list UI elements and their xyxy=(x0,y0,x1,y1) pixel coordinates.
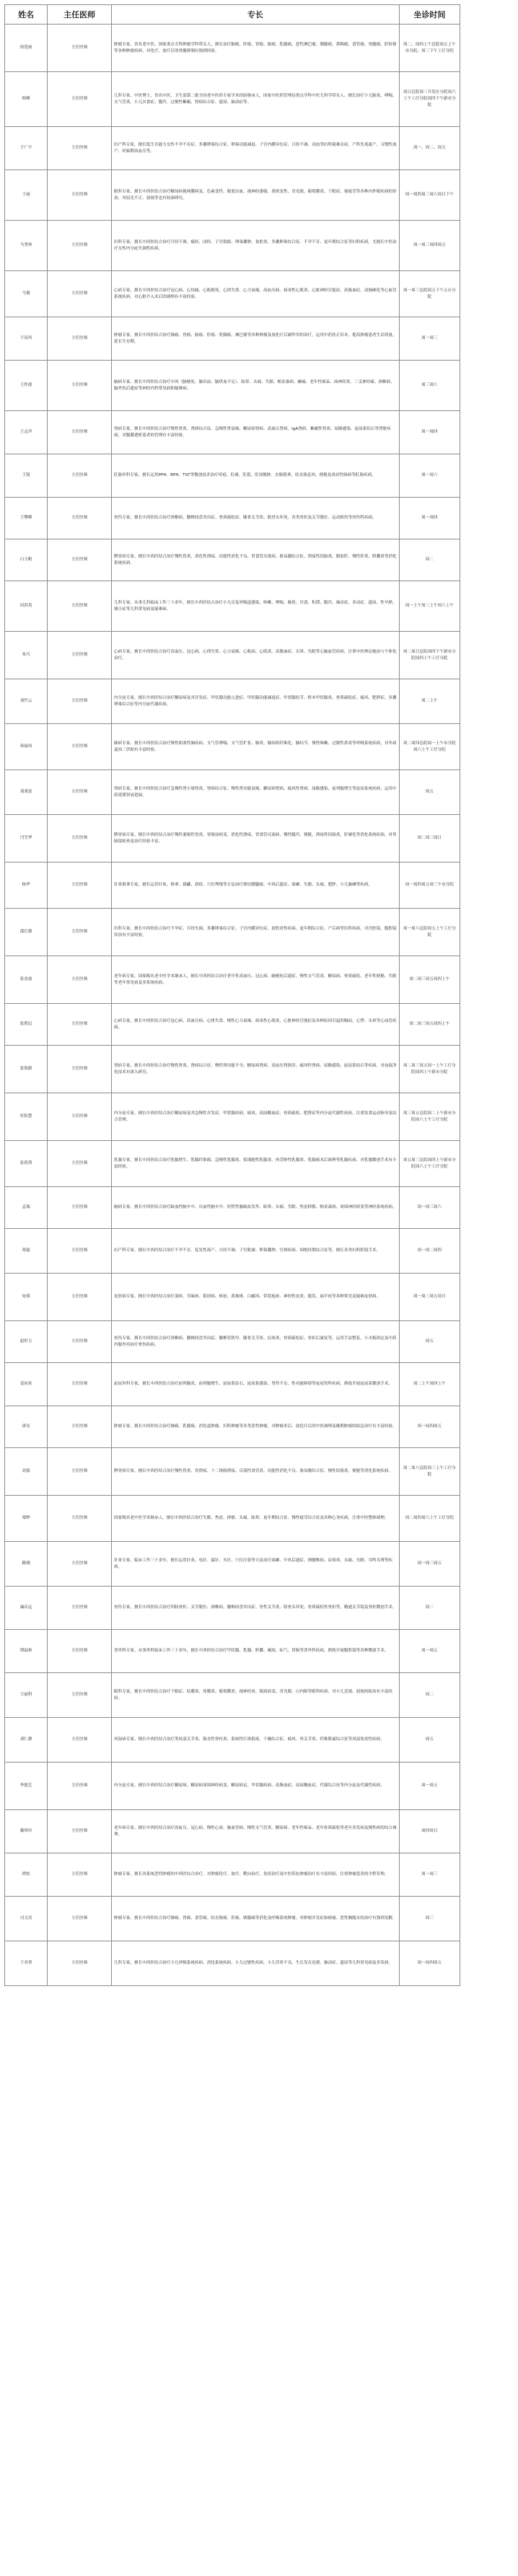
doctor-specialty: 骨伤专家，擅长中西医结合治疗四肢骨折、关节脱位、颈椎病、腰椎间盘突出症、骨性关节炎、股骨头坏死、骨质疏松性骨折等，精通关节镜及脊柱微创手术。 xyxy=(112,1587,400,1630)
clinic-hours: 周一周三 xyxy=(399,1853,460,1897)
doctor-specialty: 妇产科专家，擅长低生育能力女性不孕不育症、多囊卵巢综合征、卵巢功能减退、子宫内膜异位症、月经不调、功血等妇科疑难杂症，产科先兆流产、习惯性流产、妊娠期高血压等。 xyxy=(112,127,400,170)
doctor-title: 主任医师 xyxy=(48,1406,112,1448)
doctor-name: 高强 xyxy=(5,1448,48,1496)
doctor-specialty: 泌尿外科专家，擅长中西医结合治疗前列腺炎、前列腺增生、泌尿系结石、泌尿系感染、男性不育、性功能障碍等泌尿男科疾病，熟练开展泌尿系微创手术。 xyxy=(112,1363,400,1406)
doctor-specialty: 妇产科专家，擅长中西医结合治疗不孕不育、复发性流产、月经不调、子宫肌瘤、卵巢囊肿、宫颈疾病、围绝经期综合征等，擅长各类妇科腔镜手术。 xyxy=(112,1229,400,1274)
table-row xyxy=(5,815,460,863)
table-row xyxy=(5,1187,460,1229)
doctor-title: 主任医师 xyxy=(48,1141,112,1187)
clinic-hours: 周二周三周五周一上午工疗分院周四上午新市分院 xyxy=(399,1046,460,1093)
doctor-specialty: 老年病专家，擅长中西医结合治疗高血压、冠心病、慢性心衰、脑血管病、慢性支气管炎、糖尿病、老年性痴呆、老年骨质疏松等老年多发病及慢性病的综合调理。 xyxy=(112,1810,400,1853)
clinic-hours: 周日总院周三开发区分院周六上午工疗分院周四下午新市分院 xyxy=(399,72,460,127)
doctor-name: 刘秉富 xyxy=(5,770,48,815)
clinic-hours: 周二上午 xyxy=(399,679,460,724)
doctor-title: 主任医师 xyxy=(48,770,112,815)
clinic-hours: 周三周五总院周二上午新市分院周六上午工疗分院 xyxy=(399,1093,460,1141)
doctor-name: 马秀珍 xyxy=(5,221,48,271)
doctor-title: 主任医师 xyxy=(48,1941,112,1986)
table-row xyxy=(5,498,460,539)
doctor-specialty: 老年病专家，国家级名老中医学术继承人，擅长中西医结合治疗老年性高血压、冠心病、脑梗死后遗症、慢性支气管炎、糖尿病、骨质疏松、老年性便秘、失眠等老年常见病及多系统疾病。 xyxy=(112,956,400,1004)
header-name: 姓名 xyxy=(5,5,48,25)
doctor-name: 于丽 xyxy=(5,170,48,221)
doctor-specialty: 肾病专家，擅长中西医结合治疗慢性肾炎、肾病综合征、急慢性肾衰竭、糖尿病肾病、高血压肾病、IgA肾病、紫癜性肾炎、尿路感染、泌尿系结石等肾脏疾病，对腹膜透析患者的管理有丰富经验。 xyxy=(112,411,400,454)
doctor-specialty: 骨伤专家，擅长中西医结合治疗颈椎病、腰椎间盘突出症、腰椎管狭窄、膝骨关节炎、肩周炎、骨质疏松症、骨折后康复等，运用手法整复、小夹板固定及中药内服外用治疗骨伤疾病。 xyxy=(112,1321,400,1363)
clinic-hours: 周二 xyxy=(399,539,460,581)
doctor-title: 主任医师 xyxy=(48,1853,112,1897)
clinic-hours: 周一周三周五 xyxy=(399,1542,460,1587)
doctor-specialty: 针灸推拿专家，擅长运用针灸、推拿、拔罐、刮痧、穴位埋线等方法治疗颈肩腰腿痛、中风后遗症、面瘫、失眠、头痛、肥胖、小儿脑瘫等疾病。 xyxy=(112,863,400,909)
doctor-name: 王志萍 xyxy=(5,411,48,454)
doctor-title: 主任医师 xyxy=(48,221,112,271)
clinic-hours: 周二周三周日 xyxy=(399,815,460,863)
table-row xyxy=(5,1718,460,1763)
doctor-name: 戴珍玲 xyxy=(5,1810,48,1853)
clinic-hours: 周一周四 xyxy=(399,411,460,454)
doctor-name: 于君翠 xyxy=(5,1941,48,1986)
doctor-title: 主任医师 xyxy=(48,539,112,581)
doctor-name: 侯爱画 xyxy=(5,25,48,72)
clinic-hours: 周二周四总院周一上午市分院周六上午工疗分院 xyxy=(399,724,460,770)
doctor-name: 赵恒玉 xyxy=(5,1321,48,1363)
clinic-hours: 周一、周二、周五 xyxy=(399,127,460,170)
doctor-specialty: 肿瘤专家，省名老中医，国家重点专科肿瘤学科带头人，擅长治疗肺癌、肝癌、胃癌、肠癌、乳腺癌、恶性淋巴瘤、胰腺癌、鼻咽癌、食管癌、骨髓瘤、肝转移等各种肿瘤疾病，对化疗、放疗后的骨髓抑制有独到经验。 xyxy=(112,25,400,72)
doctor-name: 王丽科 xyxy=(5,1673,48,1718)
table-row xyxy=(5,1673,460,1718)
clinic-hours: 周二 xyxy=(399,1587,460,1630)
clinic-hours: 周一周三 xyxy=(399,317,460,361)
doctor-name: 闫雪华 xyxy=(5,815,48,863)
doctor-name: 王锐 xyxy=(5,454,48,498)
doctor-name: 杜积慧 xyxy=(5,1093,48,1141)
doctor-specialty: 骨伤专家，擅长中西医结合治疗颈椎病、腰椎间盘突出症、骨质疏松症、膝骨关节炎、股骨头坏死、各类骨折及关节脱位、运动损伤等骨伤科疾病。 xyxy=(112,498,400,539)
doctor-name: 唐岛 xyxy=(5,1406,48,1448)
doctor-specialty: 儿科专家，从事儿科临床工作三十余年，擅长中西医结合治疗小儿反复呼吸道感染、咳嗽、哮喘、肺炎、厌食、积滞、腹泻、抽动症、多动症、遗尿、性早熟、矮小症等儿科常见病及疑难病。 xyxy=(112,581,400,632)
clinic-hours: 周一周四周五周三午市分院 xyxy=(399,863,460,909)
clinic-hours: 周一周六 xyxy=(399,454,460,498)
doctor-title: 主任医师 xyxy=(48,1673,112,1718)
doctor-specialty: 肿瘤专家，擅长中西医结合治疗肺癌、胃癌、肠癌、肝癌、乳腺癌、淋巴瘤等各种肿瘤及放化疗后副作用的治疗，运用中药扶正培本，提高肿瘤患者生活质量，延长生存期。 xyxy=(112,317,400,361)
doctor-name: 韩峰 xyxy=(5,72,48,127)
doctor-title: 主任医师 xyxy=(48,411,112,454)
doctor-specialty: 内分泌专家，擅长中西医结合治疗糖尿病及其急慢性并发症、甲状腺疾病、痛风、高尿酸血症、骨质疏松、肥胖症等内分泌代谢性疾病，注重饮食运动指导及综合管理。 xyxy=(112,1093,400,1141)
table-row xyxy=(5,25,460,72)
clinic-hours: 周一上午周三上午周六上午 xyxy=(399,581,460,632)
doctor-specialty: 肺病专家，擅长中西医结合治疗慢性阻塞性肺疾病、支气管哮喘、支气管扩张、肺炎、肺间质纤维化、肺结节、慢性咳嗽、过敏性鼻炎等呼吸系统疾病，对冬病夏治三伏贴有丰富经验。 xyxy=(112,724,400,770)
doctor-title: 主任医师 xyxy=(48,581,112,632)
doctor-specialty: 眼科专家，擅长中西医结合治疗干眼症、结膜炎、角膜炎、葡萄膜炎、视神经炎、眼底病变、青光眼、白内障等眼科疾病，对小儿近视、弱视的防治有丰富经验。 xyxy=(112,1673,400,1718)
table-row xyxy=(5,1853,460,1897)
clinic-hours: 周一周二周四 xyxy=(399,1229,460,1274)
doctor-name: 田洪英 xyxy=(5,581,48,632)
doctor-title: 主任医师 xyxy=(48,1093,112,1141)
table-row xyxy=(5,956,460,1004)
clinic-hours: 周二周三周五周四上午 xyxy=(399,1004,460,1046)
doctor-name: 杨华 xyxy=(5,863,48,909)
doctor-specialty: 国家级名老中医学术继承人，擅长中西医结合治疗失眠、焦虑、抑郁、头痛、眩晕、更年期综合征、慢性疲劳综合征及各种心身疾病，注重中医整体调理。 xyxy=(112,1496,400,1542)
doctor-title: 主任医师 xyxy=(48,1630,112,1673)
clinic-hours: 周二 xyxy=(399,1673,460,1718)
clinic-hours: 周一周四周五 xyxy=(399,1406,460,1448)
doctor-title: 主任医师 xyxy=(48,317,112,361)
clinic-hours: 周五 xyxy=(399,1321,460,1363)
table-row xyxy=(5,1141,460,1187)
table-row xyxy=(5,127,460,170)
doctor-specialty: 肿瘤专家，擅长各系统恶性肿瘤的中西医综合治疗，对肿瘤化疗、放疗、靶向治疗、免疫治疗及中医药抗肿瘤治疗有丰富经验，注重肿瘤患者的全程管理。 xyxy=(112,1853,400,1897)
doctor-specialty: 妇科专家，擅长中西医结合治疗不孕症、月经失调、多囊卵巢综合征、子宫内膜异位症、盆腔炎性疾病、更年期综合征、产后病等妇科疾病，对宫腔镜、腹腔镜诊治有丰富经验。 xyxy=(112,909,400,956)
table-row xyxy=(5,1496,460,1542)
table-row xyxy=(5,581,460,632)
doctor-specialty: 脾胃病专家，擅长中西医结合治疗慢性胃炎、胃溃疡、十二指肠溃疡、反流性食管炎、功能性消化不良、肠易激综合征、慢性结肠炎、便秘等消化系统疾病。 xyxy=(112,1448,400,1496)
clinic-hours: 周三周六 xyxy=(399,361,460,411)
header-specialty: 专长 xyxy=(112,5,400,25)
doctor-name: 于春风 xyxy=(5,317,48,361)
doctor-title: 主任医师 xyxy=(48,498,112,539)
doctor-title: 主任医师 xyxy=(48,1542,112,1587)
doctor-title: 主任医师 xyxy=(48,1187,112,1229)
table-row xyxy=(5,1093,460,1141)
doctor-specialty: 肛肠外科专家，擅长运用PPH、RPH、TST等微创技术治疗痔疮、肛瘘、肛裂、肛周脓肿、直肠脱垂、结直肠息肉、便秘及炎症性肠病等肛肠疾病。 xyxy=(112,454,400,498)
doctor-specialty: 儿科专家，擅长中西医结合治疗小儿呼吸系统疾病、消化系统疾病、小儿过敏性疾病、小儿营养不良、生长发育迟缓、抽动症、遗尿等儿科常见病及多发病。 xyxy=(112,1941,400,1986)
doctor-title: 主任医师 xyxy=(48,361,112,411)
clinic-hours: 周一周六总院周五上午工疗分院 xyxy=(399,909,460,956)
clinic-hours: 周二周六总院周三上午工疗分院 xyxy=(399,1448,460,1496)
doctor-name: 宛蓉 xyxy=(5,1274,48,1321)
table-row xyxy=(5,1046,460,1093)
doctor-title: 主任医师 xyxy=(48,1229,112,1274)
doctor-name: 刘竹云 xyxy=(5,679,48,724)
table-row xyxy=(5,724,460,770)
doctor-name: 孟瑞 xyxy=(5,1187,48,1229)
table-row xyxy=(5,72,460,127)
doctor-title: 主任医师 xyxy=(48,679,112,724)
table-row xyxy=(5,170,460,221)
doctor-name: 谭福和 xyxy=(5,1630,48,1673)
doctor-title: 主任医师 xyxy=(48,271,112,317)
table-row xyxy=(5,454,460,498)
table-row xyxy=(5,1448,460,1496)
doctor-title: 主任医师 xyxy=(48,956,112,1004)
table-row xyxy=(5,1630,460,1673)
doctor-title: 主任医师 xyxy=(48,127,112,170)
doctor-specialty: 脾胃病专家，擅长中西医结合治疗慢性胃炎、消化性溃疡、功能性消化不良、胃食管反流病、肠易激综合征、溃疡性结肠炎、脂肪肝、慢性肝炎、胆囊炎等消化系统疾病。 xyxy=(112,539,400,581)
doctor-specialty: 肾病专家，擅长中西医结合治疗急慢性肾小球肾炎、肾病综合征、慢性肾功能衰竭、糖尿病肾病、痛风性肾病、尿路感染、前列腺增生等泌尿系统疾病，运用中药延缓肾衰进展。 xyxy=(112,770,400,815)
doctor-title: 主任医师 xyxy=(48,909,112,956)
doctor-specialty: 肿瘤专家，擅长中西医结合治疗肺癌、乳腺癌、消化道肿瘤、妇科肿瘤等各类恶性肿瘤，对肿瘤术后、放化疗后的中医调理及晚期肿瘤的姑息治疗有丰富经验。 xyxy=(112,1406,400,1448)
clinic-hours: 周五周三总院周四上午新市分院周六上午工疗分院 xyxy=(399,1141,460,1187)
doctor-title: 主任医师 xyxy=(48,632,112,679)
doctor-schedule-table xyxy=(4,4,460,1986)
doctor-specialty: 儿科专家，中医博士，省名中医，卫生部第二批全国老中医药专家学术经验继承人，国家中医药管理局重点学科中医儿科学带头人。擅长治疗小儿肺炎、哮喘、支气管炎、小儿厌食症、腹泻、过敏性紫癜、肾病综合征、遗尿、抽动症等。 xyxy=(112,72,400,127)
clinic-hours: 周一周四周五 xyxy=(399,1941,460,1986)
doctor-title: 主任医师 xyxy=(48,1496,112,1542)
doctor-title: 主任医师 xyxy=(48,724,112,770)
doctor-name: 马俊 xyxy=(5,271,48,317)
clinic-hours: 周一周三周五周日 xyxy=(399,1274,460,1321)
header-row xyxy=(5,5,460,25)
doctor-name: 梁晔 xyxy=(5,1496,48,1542)
clinic-hours: 周一周五 xyxy=(399,1630,460,1673)
doctor-title: 主任医师 xyxy=(48,25,112,72)
clinic-hours: 周二周三周五周四上午 xyxy=(399,956,460,1004)
table-row xyxy=(5,1941,460,1986)
doctor-title: 主任医师 xyxy=(48,1046,112,1093)
table-row xyxy=(5,1542,460,1587)
clinic-hours: 周二周四周六上午工疗分院 xyxy=(399,1496,460,1542)
clinic-hours: 周五 xyxy=(399,770,460,815)
table-row xyxy=(5,361,460,411)
doctor-title: 主任医师 xyxy=(48,1448,112,1496)
doctor-name: 谭松 xyxy=(5,1853,48,1897)
doctor-name: 王作波 xyxy=(5,361,48,411)
table-row xyxy=(5,539,460,581)
table-row xyxy=(5,1897,460,1941)
doctor-specialty: 普外科专家，从事外科临床工作三十余年，擅长中西医结合治疗甲状腺、乳腺、胆囊、阑尾、疝气、胃肠等普外科疾病，熟练开展腹腔镜等各种微创手术。 xyxy=(112,1630,400,1673)
doctor-title: 主任医师 xyxy=(48,1004,112,1046)
clinic-hours: 周一周五 xyxy=(399,1763,460,1810)
doctor-name: 张胜民 xyxy=(5,1004,48,1046)
doctor-specialty: 眼科专家，擅长中西医结合治疗糖尿病视网膜病变、色素变性、眼底出血、视神经萎缩、黄斑变性、青光眼、葡萄膜炎、干眼症、视疲劳等各种内外眼疾病的诊治，对屈光不正、弱视等也有较深研究。 xyxy=(112,170,400,221)
doctor-name: 白玉帆 xyxy=(5,539,48,581)
doctor-name: 刘仁静 xyxy=(5,1718,48,1763)
table-row xyxy=(5,221,460,271)
doctor-name: 朱巧 xyxy=(5,632,48,679)
table-row xyxy=(5,271,460,317)
doctor-specialty: 脑病专家，擅长中西医结合治疗缺血性脑卒中、出血性脑卒中、短暂性脑缺血发作、眩晕、头痛、失眠、焦虑抑郁、帕金森病、周围神经病变等神经系统疾病。 xyxy=(112,1187,400,1229)
doctor-title: 主任医师 xyxy=(48,72,112,127)
doctor-specialty: 妇科专家，擅长中西医结合治疗月经不调、痛经、闭经、子宫肌瘤、卵巢囊肿、盆腔炎、多囊卵巢综合征、不孕不育、更年期综合征等妇科疾病，尤擅长中医治疗女性内分泌失调性疾病。 xyxy=(112,221,400,271)
doctor-title: 主任医师 xyxy=(48,1718,112,1763)
doctor-specialty: 内分泌专家，擅长中西医结合治疗糖尿病、糖尿病周围神经病变、糖尿病足、甲状腺疾病、高脂血症、高尿酸血症、代谢综合征等内分泌及代谢性疾病。 xyxy=(112,1763,400,1810)
table-row xyxy=(5,411,460,454)
table-row xyxy=(5,679,460,724)
table-row xyxy=(5,1763,460,1810)
doctor-specialty: 心病专家，擅长中西医结合治疗冠心病、高血压病、心律失常、慢性心力衰竭、病毒性心肌炎、心脏神经官能症及各种原因引起的胸闷、心悸、头晕等心血管疾病。 xyxy=(112,1004,400,1046)
table-row xyxy=(5,909,460,956)
doctor-name: 王攀峰 xyxy=(5,498,48,539)
doctor-specialty: 针灸专家，临床工作三十余年，擅长运用针灸、电针、温针、火针、穴位注射等方法治疗面瘫、中风后遗症、颈腰椎病、肩周炎、头痛、失眠、耳鸣耳聋等疾病。 xyxy=(112,1542,400,1587)
doctor-specialty: 心病专家，擅长中西医结合治疗高血压、冠心病、心律失常、心力衰竭、心肌病、心肌炎、高脂血症、头晕、失眠等心脑血管疾病，注重中医辨证施治与个体化治疗。 xyxy=(112,632,400,679)
doctor-name: 廉庆远 xyxy=(5,1587,48,1630)
doctor-title: 主任医师 xyxy=(48,454,112,498)
doctor-name: 张金波 xyxy=(5,956,48,1004)
doctor-specialty: 肿瘤专家，擅长中西医结合治疗肺癌、胃癌、食管癌、结直肠癌、肝癌、胰腺癌等消化及呼吸系统肿瘤，对肿瘤并发症如癌痛、恶性胸腹水的治疗有独到见解。 xyxy=(112,1897,400,1941)
doctor-specialty: 心病专家，擅长中西医结合治疗冠心病、心绞痛、心肌梗死、心律失常、心力衰竭、高血压病、病毒性心肌炎、心脏神经官能症、高脂血症、动脉硬化等心血管系统疾病，对心脏介入术后的调理有丰富经验。 xyxy=(112,271,400,317)
doctor-name: 姜同米 xyxy=(5,1363,48,1406)
clinic-hours: 周二、周四上午总院周五上午市分院、周三下午工疗分院 xyxy=(399,25,460,72)
table-row xyxy=(5,863,460,909)
doctor-title: 主任医师 xyxy=(48,1274,112,1321)
table-row xyxy=(5,632,460,679)
doctor-title: 主任医师 xyxy=(48,1763,112,1810)
doctor-title: 主任医师 xyxy=(48,1810,112,1853)
header-title: 主任医师 xyxy=(48,5,112,25)
table-row xyxy=(5,1406,460,1448)
table-row xyxy=(5,1004,460,1046)
table-row xyxy=(5,1229,460,1274)
clinic-hours: 周一周四 xyxy=(399,498,460,539)
doctor-name: 邵长敏 xyxy=(5,909,48,956)
clinic-hours: 周四周日 xyxy=(399,1810,460,1853)
clinic-hours: 周一周三总院周五下午五台分院 xyxy=(399,271,460,317)
table-row xyxy=(5,1363,460,1406)
doctor-name: 路刚 xyxy=(5,1542,48,1587)
clinic-hours: 周一周三周四周五 xyxy=(399,221,460,271)
table-row xyxy=(5,1274,460,1321)
doctor-specialty: 肾病专家，擅长中西医结合治疗慢性肾炎、肾病综合征、慢性肾功能不全、糖尿病肾病、高血压肾损害、痛风性肾病、尿路感染、泌尿系结石等疾病，对血液净化技术有深入研究。 xyxy=(112,1046,400,1093)
doctor-title: 主任医师 xyxy=(48,815,112,863)
header-hours: 坐诊时间 xyxy=(399,5,460,25)
table-row xyxy=(5,317,460,361)
doctor-specialty: 内分泌专家，擅长中西医结合治疗糖尿病及其并发症、甲状腺功能亢进症、甲状腺功能减退症、甲状腺结节、桥本甲状腺炎、骨质疏松症、痛风、肥胖症、多囊卵巢综合征等内分泌代谢疾病。 xyxy=(112,679,400,724)
doctor-specialty: 脑病专家，擅长中西医结合治疗中风（脑梗死、脑出血、脑供血不足）、眩晕、头痛、失眠、帕金森病、癫痫、老年性痴呆、面神经炎、三叉神经痛、颈椎病、脑外伤后遗症等神经内科常见病和疑难病。 xyxy=(112,361,400,411)
table-row xyxy=(5,1587,460,1630)
doctor-specialty: 风湿病专家，擅长中西医结合治疗类风湿关节炎、强直性脊柱炎、系统性红斑狼疮、干燥综合征、痛风、骨关节炎、纤维肌痛综合征等风湿免疫性疾病。 xyxy=(112,1718,400,1763)
doctor-title: 主任医师 xyxy=(48,1897,112,1941)
table-row xyxy=(5,1321,460,1363)
clinic-hours: 周三 xyxy=(399,1897,460,1941)
clinic-hours: 周一周三周六 xyxy=(399,1187,460,1229)
doctor-specialty: 皮肤病专家，擅长中西医结合治疗湿疹、荨麻疹、银屑病、痤疮、黄褐斑、白癜风、带状疱疹、神经性皮炎、脱发、扁平疣等各种常见及疑难皮肤病。 xyxy=(112,1274,400,1321)
doctor-name: 李德艺 xyxy=(5,1763,48,1810)
doctor-title: 主任医师 xyxy=(48,1363,112,1406)
doctor-title: 主任医师 xyxy=(48,863,112,909)
table-row xyxy=(5,1810,460,1853)
doctor-name: 张蓓茜 xyxy=(5,1141,48,1187)
doctor-specialty: 乳腺专家，擅长中西医结合治疗乳腺增生、乳腺纤维瘤、急慢性乳腺炎、浆细胞性乳腺炎、肉芽肿性乳腺炎、乳腺癌术后调理等乳腺疾病，对乳腺微创手术有丰富经验。 xyxy=(112,1141,400,1187)
doctor-name: 郑磊 xyxy=(5,1229,48,1274)
doctor-name: 张海源 xyxy=(5,1046,48,1093)
clinic-hours: 周二上午周四上午 xyxy=(399,1363,460,1406)
clinic-hours: 周五 xyxy=(399,1718,460,1763)
clinic-hours: 周一周四周三周六周日下午 xyxy=(399,170,460,221)
doctor-name: 于广宇 xyxy=(5,127,48,170)
table-row xyxy=(5,770,460,815)
doctor-specialty: 脾胃病专家，擅长中西医结合治疗慢性萎缩性胃炎、胃癌前病变、消化性溃疡、胃食管反流病、慢性腹泻、便秘、溃疡性结肠炎、肝硬化等消化系统疾病，对胃肠镜检查及治疗经验丰富。 xyxy=(112,815,400,863)
doctor-title: 主任医师 xyxy=(48,1587,112,1630)
clinic-hours: 周二周日总院周四下午新市分院周四上午工疗分院 xyxy=(399,632,460,679)
doctor-name: 司文涛 xyxy=(5,1897,48,1941)
doctor-name: 孙丽凤 xyxy=(5,724,48,770)
doctor-title: 主任医师 xyxy=(48,170,112,221)
doctor-title: 主任医师 xyxy=(48,1321,112,1363)
